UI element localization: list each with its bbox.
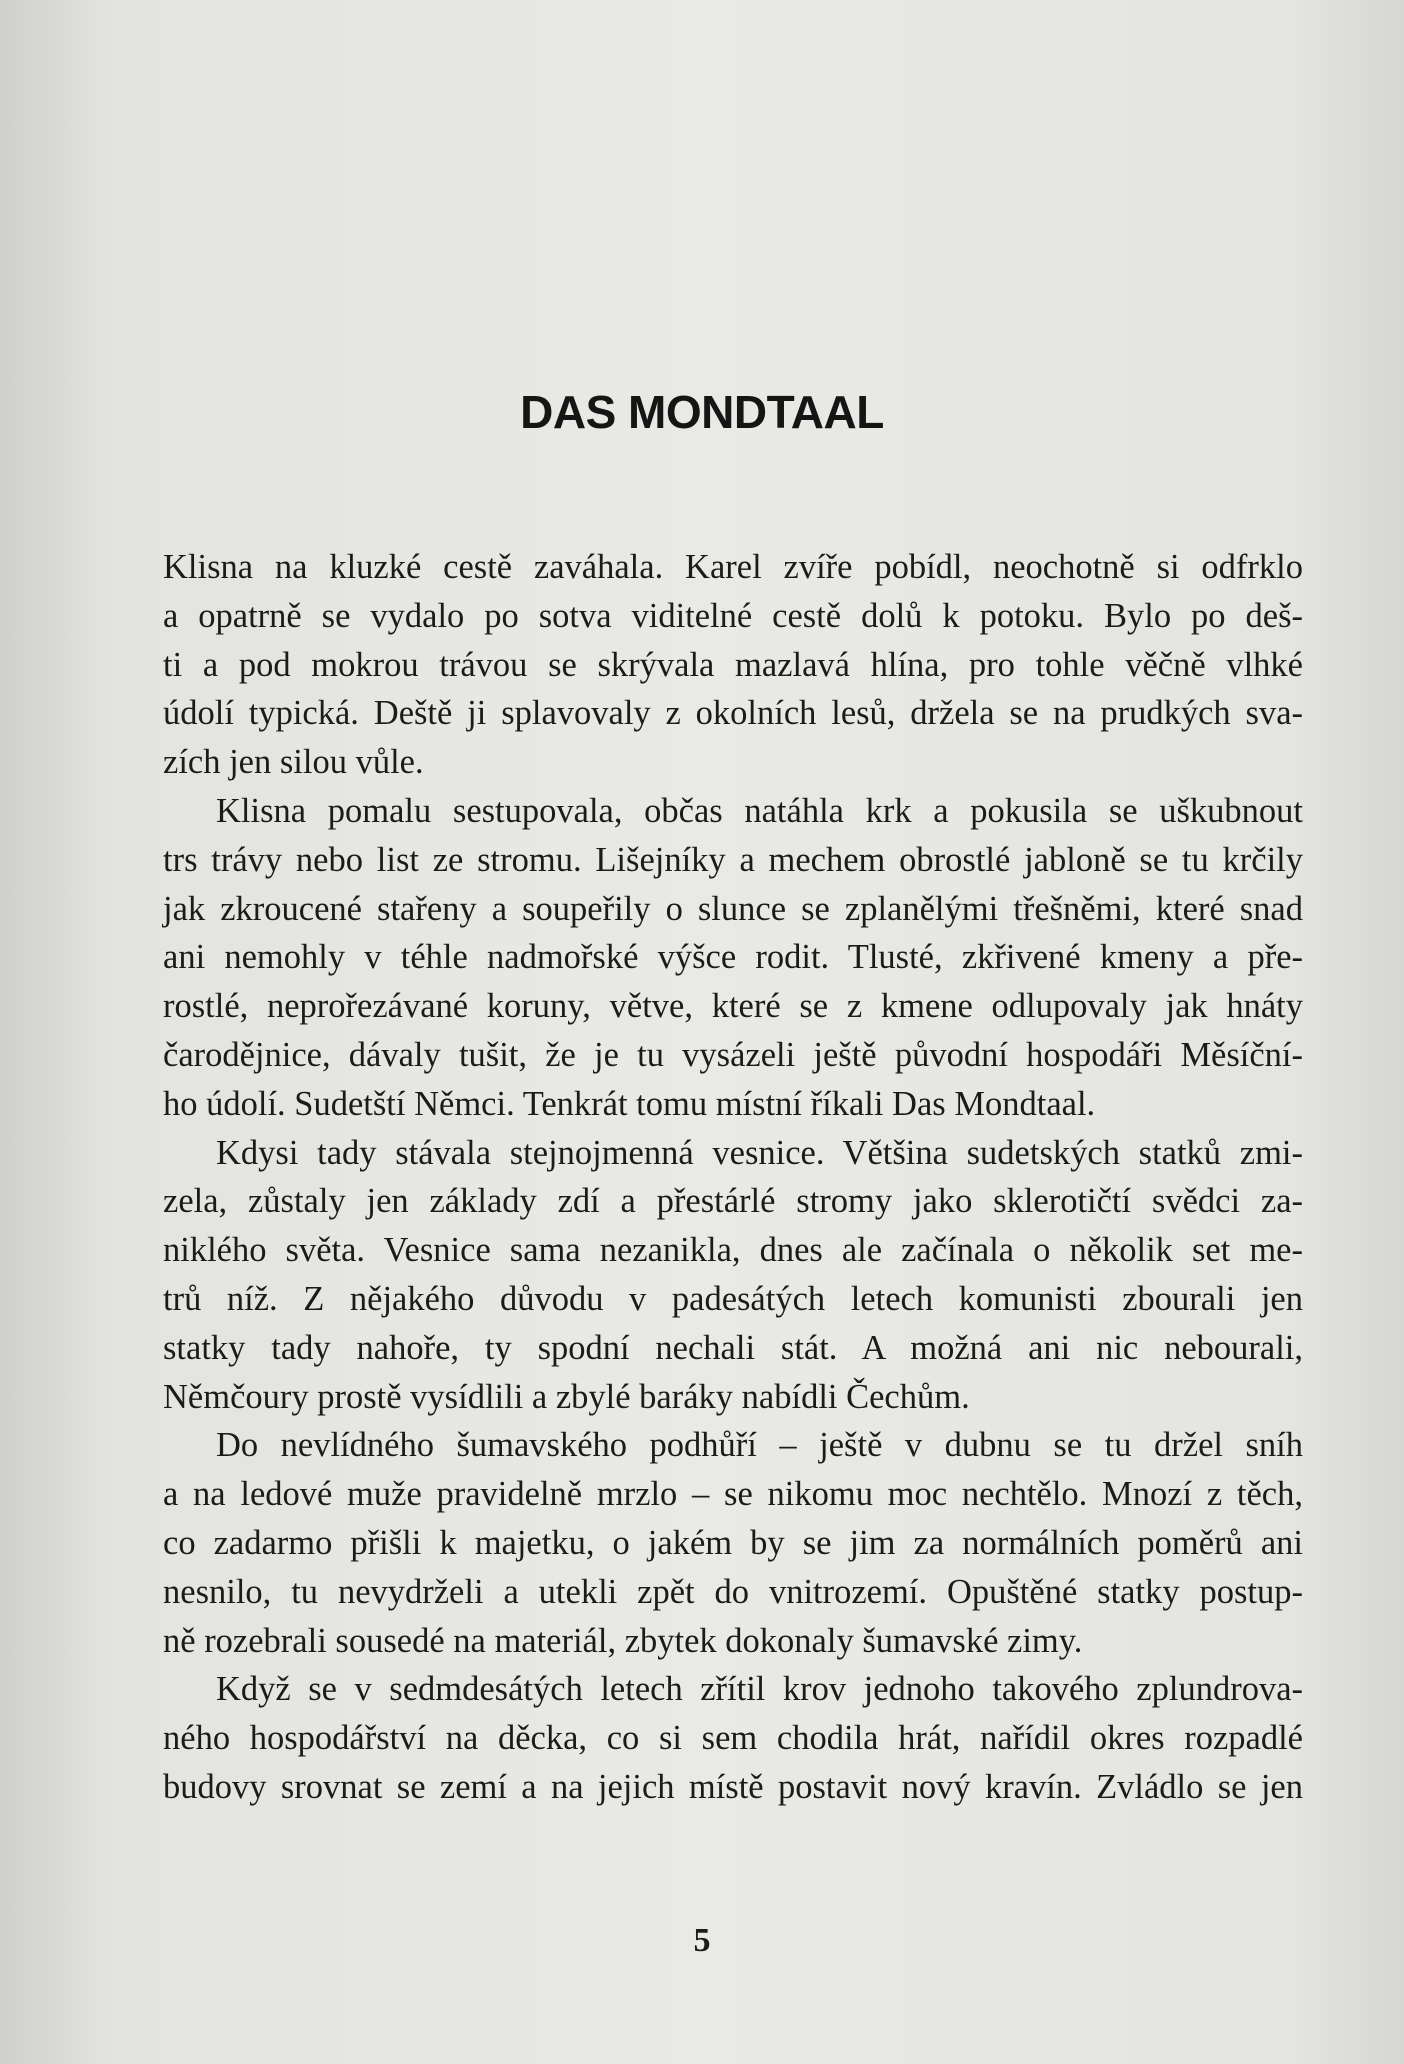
text-line: Němčoury prostě vysídlili a zbylé baráky nabídli Čechům.	[163, 1377, 970, 1416]
text-line: zích jen silou vůle.	[163, 743, 424, 782]
text-line: statky tady nahoře, ty spodní nechali stát. A možná ani nic nebourali,	[163, 1328, 1303, 1367]
text-line: trů níž. Z nějakého důvodu v padesátých letech komunisti zbourali jen	[163, 1279, 1303, 1318]
text-line: co zadarmo přišli k majetku, o jakém by se jim za normálních poměrů ani	[163, 1523, 1303, 1562]
text-line: niklého světa. Vesnice sama nezanikla, dnes ale začínala o několik set me-	[163, 1231, 1303, 1270]
text-line: jak zkroucené stařeny a soupeřily o slunce se zplanělými třešněmi, které snad	[163, 889, 1303, 928]
text-line: čarodějnice, dávaly tušit, že je tu vysázeli ještě původní hospodáři Měsíční-	[163, 1035, 1303, 1074]
text-line: Do nevlídného šumavského podhůří – ještě v dubnu se tu držel sníh	[216, 1426, 1303, 1465]
page-number: 5	[693, 1922, 711, 1959]
text-line: ti a pod mokrou trávou se skrývala mazlavá hlína, pro tohle věčně vlhké	[163, 645, 1303, 684]
text-line: Klisna na kluzké cestě zaváhala. Karel zvíře pobídl, neochotně si odfrklo	[163, 548, 1303, 586]
text-line: rostlé, neprořezávané koruny, větve, které se z kmene odlupovaly jak hnáty	[163, 987, 1303, 1026]
body-text	[163, 543, 1303, 1812]
paragraph	[163, 787, 1303, 1129]
text-line: Když se v sedmdesátých letech zřítil krov jednoho takového zplundrova-	[216, 1670, 1303, 1709]
text-line: Kdysi tady stávala stejnojmenná vesnice. Většina sudetských statků zmi-	[216, 1133, 1303, 1172]
text-line: trs trávy nebo list ze stromu. Lišejníky a mechem obrostlé jabloně se tu krčily	[163, 840, 1303, 879]
text-line: budovy srovnat se zemí a na jejich místě postavit nový kravín. Zvládlo se jen	[163, 1767, 1303, 1806]
text-line: nesnilo, tu nevydrželi a utekli zpět do vnitrozemí. Opuštěné statky postup-	[163, 1572, 1303, 1611]
text-line: ani nemohly v téhle nadmořské výšce rodit. Tlusté, zkřivené kmeny a pře-	[163, 938, 1303, 977]
text-line: ného hospodářství na děcka, co si sem chodila hrát, nařídil okres rozpadlé	[163, 1719, 1303, 1758]
paragraph	[163, 1129, 1303, 1422]
text-line: Klisna pomalu sestupovala, občas natáhla krk a pokusila se uškubnout	[216, 791, 1303, 830]
text-line: a na ledové muže pravidelně mrzlo – se nikomu moc nechtělo. Mnozí z těch,	[163, 1475, 1303, 1514]
chapter-title: DAS MONDTAAL	[520, 386, 884, 438]
text-line: ně rozebrali sousedé na materiál, zbytek dokonaly šumavské zimy.	[163, 1621, 1083, 1660]
text-line: a opatrně se vydalo po sotva viditelné cestě dolů k potoku. Bylo po deš-	[163, 596, 1303, 635]
text-line: zela, zůstaly jen základy zdí a přestárlé stromy jako sklerotičtí svědci za-	[163, 1182, 1303, 1221]
paragraph	[163, 1665, 1303, 1811]
paragraph	[163, 543, 1303, 787]
text-line: ho údolí. Sudetští Němci. Tenkrát tomu místní říkali Das Mondtaal.	[163, 1084, 1096, 1123]
text-line: údolí typická. Deště ji splavovaly z okolních lesů, držela se na prudkých sva-	[163, 694, 1303, 733]
paragraph	[163, 1421, 1303, 1665]
